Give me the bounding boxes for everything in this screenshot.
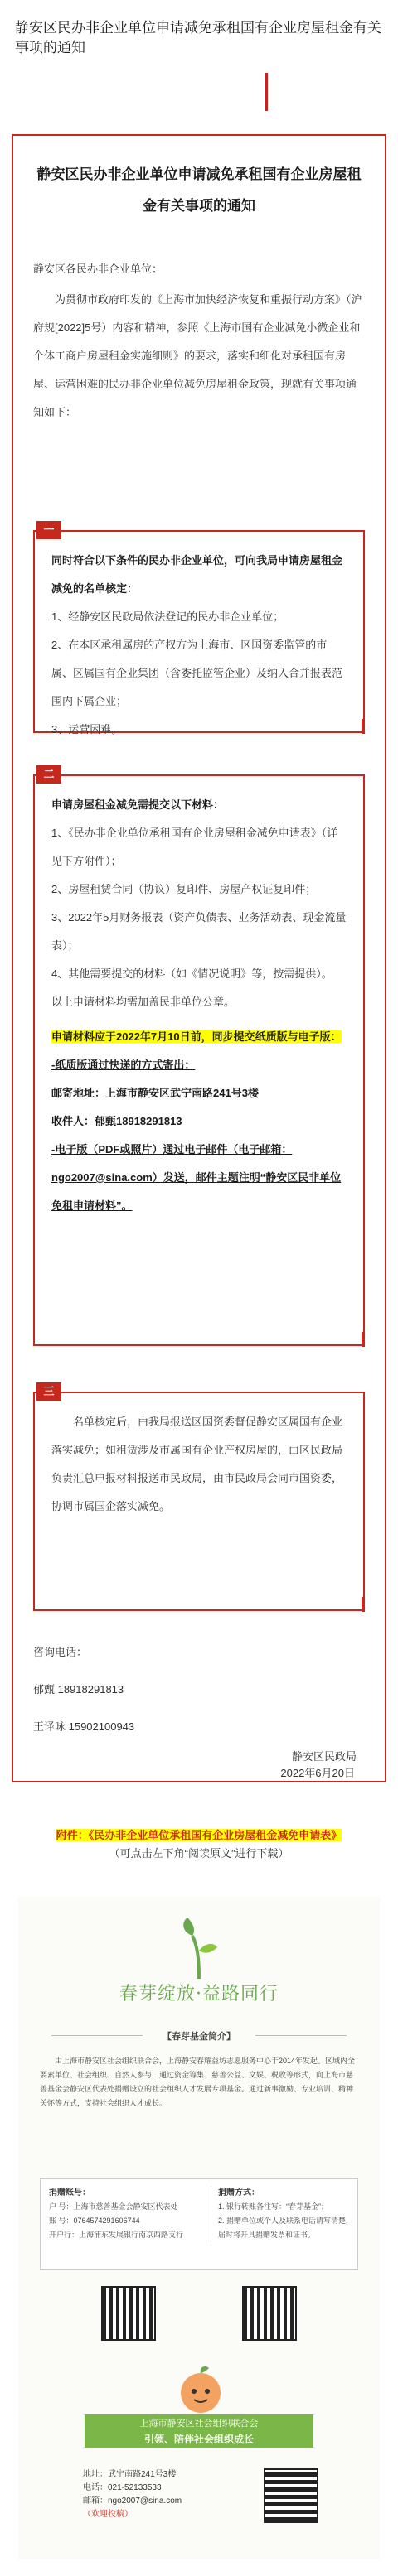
contact-person: 郁甄 18918291813 bbox=[33, 1683, 124, 1696]
attachment-note bbox=[33, 1826, 365, 1863]
paper-submission-label: -纸质版通过快递的方式寄出： bbox=[51, 1059, 196, 1071]
deadline-highlight: 申请材料应于2022年7月10日前，同步提交纸质版与电子版： bbox=[51, 1030, 342, 1043]
attachment-link[interactable]: 附件：《民办非企业单位承租国有企业房屋租金减免申请表》 bbox=[56, 1829, 342, 1841]
contact-label: 咨询电话： bbox=[33, 1646, 88, 1658]
date: 2022年6月20日 bbox=[280, 1767, 355, 1779]
donation-method bbox=[211, 2186, 353, 2242]
address: 地址：武宁南路241号3楼 bbox=[83, 2470, 177, 2479]
contact-person: 王译咏 15902100943 bbox=[33, 1720, 135, 1733]
cover-accent-bar bbox=[265, 73, 268, 111]
attachment-hint: （可点击左下角“阅读原文”进行下载） bbox=[109, 1847, 289, 1860]
section-2-item: 4、其他需要提交的材料（如《情况说明》等，按需提供）。 bbox=[51, 967, 332, 980]
donation-account-line: 开户行：上海浦东发展银行南京西路支行 bbox=[49, 2231, 184, 2239]
document-title: 静安区民办非企业单位申请减免承租国有企业房屋租金有关事项的通知 bbox=[36, 166, 362, 214]
federation-banner bbox=[85, 2414, 313, 2448]
section-2-item: 1、《民办非企业单位承租国有企业房屋租金减免申请表》（详见下方附件）； bbox=[51, 827, 338, 867]
mascot-icon bbox=[151, 2365, 250, 2416]
section-2-heading: 申请房屋租金减免需提交以下材料： bbox=[51, 798, 225, 811]
section-1-item: 3、运营困难。 bbox=[51, 723, 123, 736]
donation-account-title: 捐赠账号： bbox=[49, 2188, 90, 2197]
submission-invite: （欢迎投稿） bbox=[83, 2510, 133, 2519]
intro-paragraph: 为贯彻市政府印发的《上海市加快经济恢复和重振行动方案》（沪府规[2022]5号）内容和精神，参照《上海市国有企业减免小微企业和个体工商户房屋租金实施细则》的要求，落实和细化对承租国有房屋、运营困难的民办非企业单位减免房屋租金政策，现就有关事项通知如下： bbox=[33, 293, 362, 418]
section-number-3: 三 bbox=[36, 1382, 61, 1401]
section-number-1: 一 bbox=[36, 521, 61, 539]
mail-address: 邮寄地址：上海市静安区武宁南路241号3楼 bbox=[51, 1087, 259, 1099]
section-box-3 bbox=[33, 1392, 365, 1611]
phone: 电话：021-52133533 bbox=[83, 2483, 162, 2492]
donation-method-line: 2. 捐赠单位或个人及联系电话请写清楚，届时将开具捐赠发票和证书。 bbox=[218, 2217, 354, 2239]
signature: 静安区民政局 bbox=[291, 1750, 357, 1763]
section-2-item: 3、2022年5月财务报表（资产负债表、业务活动表、现金流量表）； bbox=[51, 911, 347, 952]
fund-poster bbox=[18, 1897, 380, 2559]
email[interactable]: 邮箱：ngo2007@sina.com bbox=[83, 2496, 182, 2506]
donation-account bbox=[49, 2186, 206, 2242]
recipient: 收件人：郁甄18918291813 bbox=[51, 1115, 182, 1127]
deadline-notice bbox=[51, 1023, 347, 1051]
salutation: 静安区各民办非企业单位： bbox=[33, 263, 163, 275]
fund-slogan: 春芽绽放·益路同行 bbox=[119, 1984, 279, 2004]
section-1-heading: 同时符合以下条件的民办非企业单位，可向我局申请房屋租金减免的名单核定： bbox=[51, 554, 343, 595]
email-submission[interactable]: -电子版（PDF或照片）通过电子邮件（电子邮箱：ngo2007@sina.com）发送，邮件主题注明“静安区民非单位免租申请材料”。 bbox=[51, 1143, 342, 1212]
section-1-item: 2、在本区承租属房的产权方为上海市、区国资委监管的市属、区属国有企业集团（含委托监管企业）及纳入合并报表范围内下属企业； bbox=[51, 639, 343, 707]
donation-account-line: 账 号：0764574291606744 bbox=[49, 2217, 140, 2225]
donation-account-line: 户 号：上海市慈善基金会静安区代表处 bbox=[49, 2202, 178, 2211]
section-2-item: 2、房屋租赁合同（协议）复印件、房屋产权证复印件； bbox=[51, 883, 317, 895]
qr-code-row bbox=[68, 2286, 330, 2365]
qr-code-icon bbox=[242, 2286, 297, 2341]
contact-block bbox=[83, 2468, 249, 2521]
section-3-body: 名单核定后，由我局报送区国资委督促静安区属国有企业落实减免；如租赁涉及市属国有企业产权房屋的，由区民政局负责汇总申报材料报送市民政局，由市民政局会同市国资委，协调市属国企落实减免。 bbox=[51, 1416, 343, 1512]
section-box-1 bbox=[33, 530, 365, 736]
federation-slogan: 引领、陪伴社会组织成长 bbox=[143, 2434, 254, 2445]
section-1-item: 1、经静安区民政局依法登记的民办非企业单位； bbox=[51, 610, 284, 623]
article-title: 静安区民办非企业单位申请减免承租国有企业房屋租金有关事项的通知 bbox=[15, 20, 381, 55]
fund-intro-text: 由上海市静安区社会组织联合会，上海静安春耀益坊志愿服务中心于2014年发起。区域内全要素单位、社会组织、自然人参与，通过资金筹集、慈善公益、文娱、税收等形式，向上海市慈善基金会静安区代表处捐赠设立的社会组织人才发展专项基金。通过新事激励、专业培训、精神关怀等方式，支持社会组织人才成长。 bbox=[40, 2057, 356, 2107]
section-box-2 bbox=[33, 774, 365, 1346]
wechat-qr-code-icon bbox=[264, 2468, 318, 2523]
section-number-2: 二 bbox=[36, 765, 61, 784]
donation-method-line: 1. 银行转账备注写：“春芽基金”； bbox=[218, 2202, 329, 2211]
sprout-logo-icon bbox=[181, 1918, 217, 1980]
federation-name: 上海市静安区社会组织联合会 bbox=[139, 2419, 259, 2429]
qr-code-icon bbox=[101, 2286, 156, 2341]
donation-info-box bbox=[40, 2178, 358, 2270]
cover-divider bbox=[0, 73, 398, 113]
donation-method-title: 捐赠方式： bbox=[218, 2188, 260, 2197]
section-2-item: 以上申请材料均需加盖民非单位公章。 bbox=[51, 996, 235, 1008]
fund-intro-title: 【春芽基金简介】 bbox=[163, 2032, 235, 2042]
